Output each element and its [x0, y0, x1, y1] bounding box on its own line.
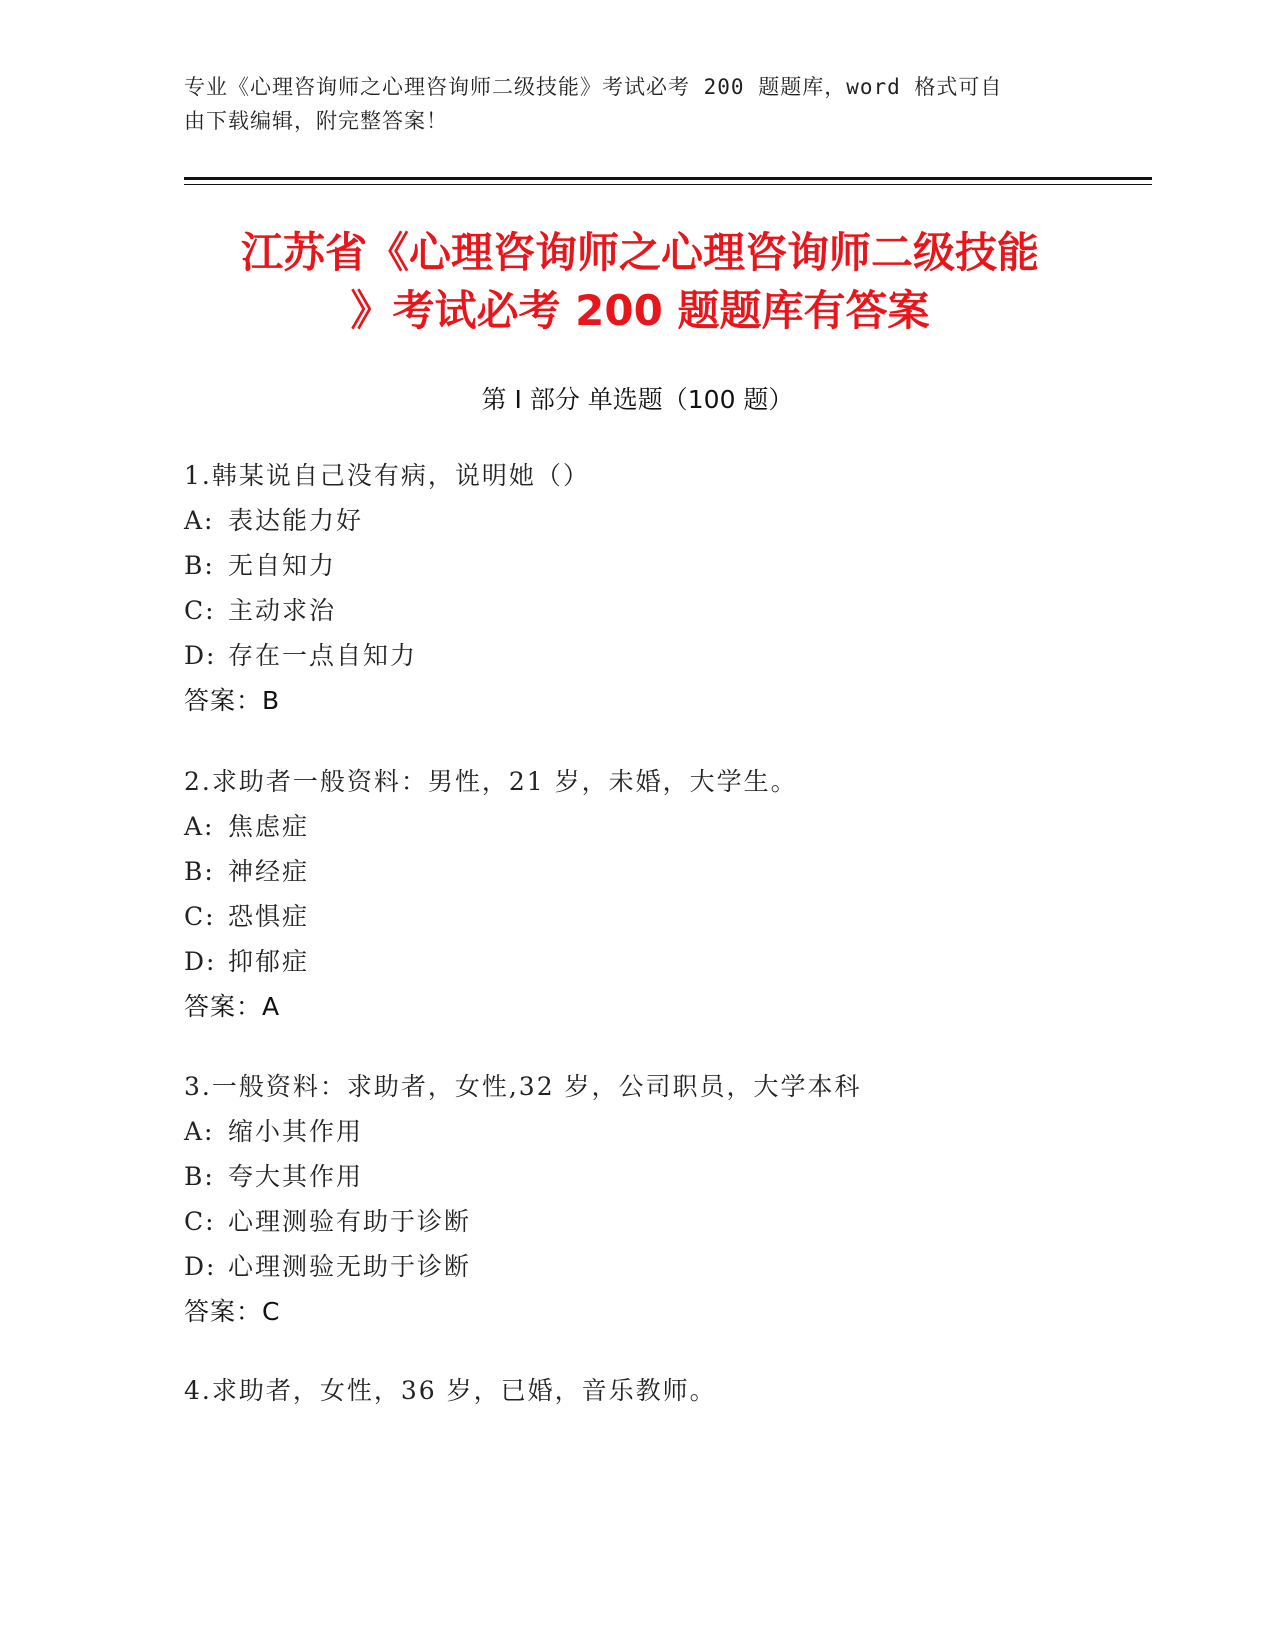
question-4 — [184, 1368, 1144, 1413]
option-text: 主动求治 — [228, 596, 337, 625]
option-b — [184, 1154, 1144, 1199]
option-letter: B: — [184, 857, 215, 886]
option-text: 恐惧症 — [228, 902, 310, 931]
answer-line: 答案：B — [184, 686, 281, 715]
option-d — [184, 939, 1144, 984]
option-letter: D: — [184, 1252, 217, 1281]
question-stem: 4.求助者，女性，36 岁，已婚，音乐教师。 — [184, 1376, 717, 1405]
header-divider-thin — [184, 184, 1152, 185]
option-letter: A: — [184, 812, 215, 841]
option-text: 无自知力 — [228, 551, 337, 580]
option-c — [184, 894, 1144, 939]
title-line-2: 》考试必考 200 题题库有答案 — [350, 286, 930, 335]
document-title — [160, 224, 1120, 340]
question-2 — [184, 759, 1144, 1029]
option-b — [184, 849, 1144, 894]
option-letter: D: — [184, 947, 217, 976]
option-d — [184, 1244, 1144, 1289]
option-c — [184, 588, 1144, 633]
option-a — [184, 804, 1144, 849]
option-d — [184, 633, 1144, 678]
question-stem: 2.求助者一般资料：男性，21 岁，未婚，大学生。 — [184, 767, 798, 796]
option-letter: B: — [184, 551, 215, 580]
option-letter: A: — [184, 506, 215, 535]
option-text: 表达能力好 — [228, 506, 364, 535]
option-text: 存在一点自知力 — [228, 641, 418, 670]
option-letter: C: — [184, 902, 216, 931]
intro-line-1: 专业《心理咨询师之心理咨询师二级技能》考试必考 200 题题库，word 格式可自 — [184, 75, 1003, 99]
question-stem: 1.韩某说自己没有病，说明她（） — [184, 461, 590, 490]
intro-text — [184, 70, 1064, 138]
section-title: 第 I 部分 单选题（100 题） — [481, 385, 794, 414]
title-line-1: 江苏省《心理咨询师之心理咨询师二级技能 — [240, 228, 1039, 277]
option-text: 心理测验无助于诊断 — [228, 1252, 472, 1281]
option-text: 夸大其作用 — [228, 1162, 364, 1191]
answer-line: 答案：A — [184, 992, 281, 1021]
option-a — [184, 1109, 1144, 1154]
option-letter: C: — [184, 1207, 216, 1236]
option-letter: B: — [184, 1162, 215, 1191]
option-letter: A: — [184, 1117, 215, 1146]
option-text: 心理测验有助于诊断 — [228, 1207, 472, 1236]
option-text: 神经症 — [228, 857, 310, 886]
option-letter: C: — [184, 596, 216, 625]
header-divider-thick — [184, 177, 1152, 180]
question-stem: 3.一般资料：求助者，女性,32 岁，公司职员，大学本科 — [184, 1072, 862, 1101]
option-text: 缩小其作用 — [228, 1117, 364, 1146]
option-c — [184, 1199, 1144, 1244]
option-b — [184, 543, 1144, 588]
option-letter: D: — [184, 641, 217, 670]
option-text: 焦虑症 — [228, 812, 310, 841]
question-1 — [184, 453, 1144, 723]
intro-line-2: 由下载编辑，附完整答案！ — [184, 109, 448, 133]
option-a — [184, 498, 1144, 543]
question-3 — [184, 1064, 1144, 1334]
answer-line: 答案：C — [184, 1297, 281, 1326]
option-text: 抑郁症 — [228, 947, 310, 976]
